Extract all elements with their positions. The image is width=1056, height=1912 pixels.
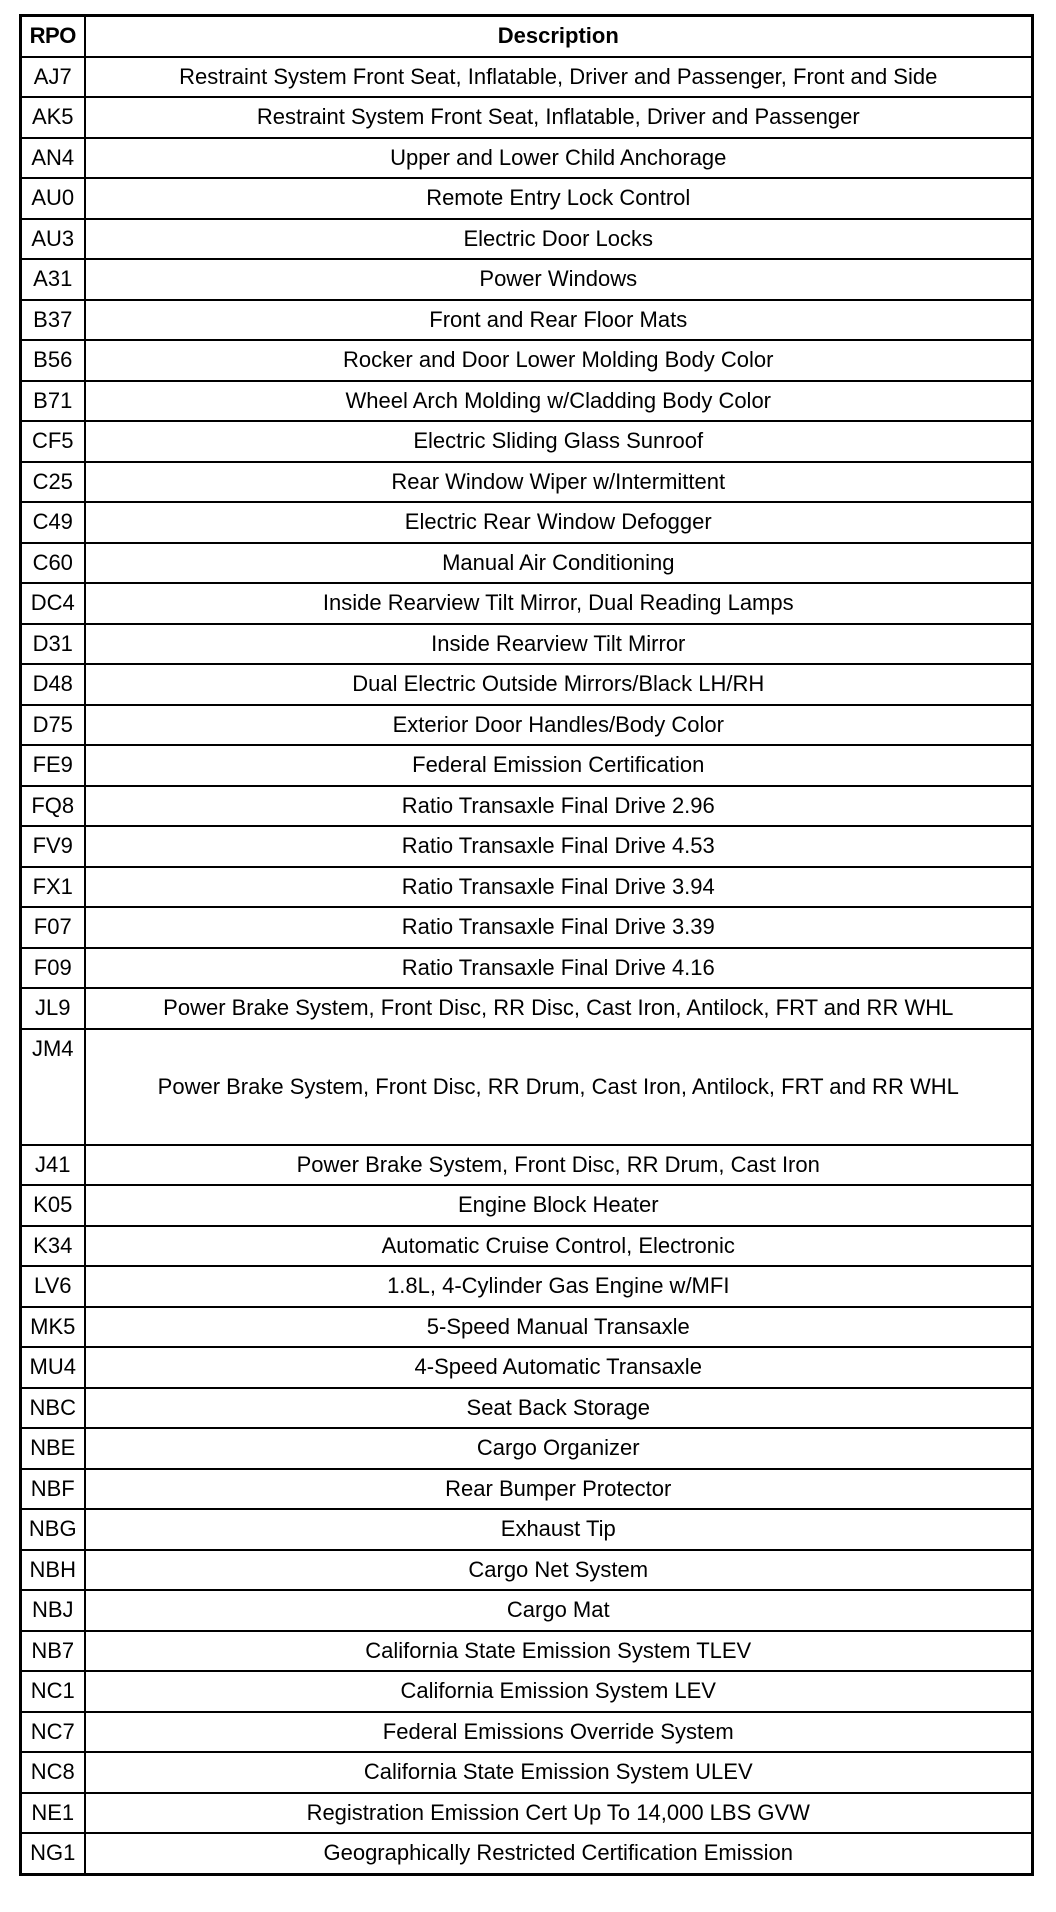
rpo-code-cell: FQ8	[21, 786, 85, 827]
rpo-code-cell: NB7	[21, 1631, 85, 1672]
description-cell: Restraint System Front Seat, Inflatable, Driver and Passenger	[85, 97, 1033, 138]
table-row	[21, 543, 1033, 584]
rpo-code-cell: NG1	[21, 1833, 85, 1874]
description-cell: 4-Speed Automatic Transaxle	[85, 1347, 1033, 1388]
description-cell: Inside Rearview Tilt Mirror	[85, 624, 1033, 665]
rpo-code-cell: K34	[21, 1226, 85, 1267]
rpo-code-cell: AN4	[21, 138, 85, 179]
rpo-code-cell: NBE	[21, 1428, 85, 1469]
header-description: Description	[85, 16, 1033, 57]
rpo-code-cell: FX1	[21, 867, 85, 908]
rpo-code-cell: MK5	[21, 1307, 85, 1348]
table-row	[21, 300, 1033, 341]
description-cell: Ratio Transaxle Final Drive 4.53	[85, 826, 1033, 867]
table-row	[21, 1307, 1033, 1348]
table-row	[21, 1631, 1033, 1672]
rpo-code-cell: JL9	[21, 988, 85, 1029]
description-cell: Rocker and Door Lower Molding Body Color	[85, 340, 1033, 381]
description-cell: Restraint System Front Seat, Inflatable, Driver and Passenger, Front and Side	[85, 57, 1033, 98]
description-cell: 5-Speed Manual Transaxle	[85, 1307, 1033, 1348]
description-cell: Ratio Transaxle Final Drive 3.94	[85, 867, 1033, 908]
rpo-code-cell: NBC	[21, 1388, 85, 1429]
description-cell: Cargo Net System	[85, 1550, 1033, 1591]
rpo-code-cell: C60	[21, 543, 85, 584]
table-row	[21, 624, 1033, 665]
description-cell: Dual Electric Outside Mirrors/Black LH/RH	[85, 664, 1033, 705]
rpo-code-cell: A31	[21, 259, 85, 300]
table-row	[21, 1185, 1033, 1226]
description-cell: California Emission System LEV	[85, 1671, 1033, 1712]
rpo-code-cell: NC1	[21, 1671, 85, 1712]
rpo-code-cell: F07	[21, 907, 85, 948]
rpo-code-cell: CF5	[21, 421, 85, 462]
description-cell: Federal Emissions Override System	[85, 1712, 1033, 1753]
description-cell: Geographically Restricted Certification Emission	[85, 1833, 1033, 1874]
rpo-code-cell: NBG	[21, 1509, 85, 1550]
rpo-code-cell: B37	[21, 300, 85, 341]
description-cell: Power Windows	[85, 259, 1033, 300]
table-row	[21, 1671, 1033, 1712]
table-row	[21, 1833, 1033, 1874]
rpo-code-cell: C25	[21, 462, 85, 503]
rpo-code-cell: NBJ	[21, 1590, 85, 1631]
description-cell: Federal Emission Certification	[85, 745, 1033, 786]
description-cell: Power Brake System, Front Disc, RR Drum, Cast Iron	[85, 1145, 1033, 1186]
rpo-code-cell: AU0	[21, 178, 85, 219]
table-row	[21, 340, 1033, 381]
rpo-code-cell: NC7	[21, 1712, 85, 1753]
description-cell: Ratio Transaxle Final Drive 3.39	[85, 907, 1033, 948]
description-cell: Power Brake System, Front Disc, RR Drum, Cast Iron, Antilock, FRT and RR WHL	[85, 1029, 1033, 1145]
table-row	[21, 259, 1033, 300]
table-row	[21, 664, 1033, 705]
table-row	[21, 786, 1033, 827]
rpo-code-cell: MU4	[21, 1347, 85, 1388]
table-row	[21, 1226, 1033, 1267]
table-row	[21, 97, 1033, 138]
table-row	[21, 907, 1033, 948]
description-cell: Power Brake System, Front Disc, RR Disc, Cast Iron, Antilock, FRT and RR WHL	[85, 988, 1033, 1029]
description-cell: Electric Sliding Glass Sunroof	[85, 421, 1033, 462]
table-header-row	[21, 16, 1033, 57]
table-row	[21, 381, 1033, 422]
description-cell: Automatic Cruise Control, Electronic	[85, 1226, 1033, 1267]
rpo-code-cell: D75	[21, 705, 85, 746]
description-cell: Engine Block Heater	[85, 1185, 1033, 1226]
description-cell: Cargo Organizer	[85, 1428, 1033, 1469]
rpo-code-cell: D48	[21, 664, 85, 705]
description-cell: Rear Window Wiper w/Intermittent	[85, 462, 1033, 503]
rpo-code-cell: NBF	[21, 1469, 85, 1510]
description-cell: Front and Rear Floor Mats	[85, 300, 1033, 341]
table-row	[21, 178, 1033, 219]
rpo-code-cell: JM4	[21, 1029, 85, 1145]
table-body	[21, 57, 1033, 1875]
rpo-code-cell: D31	[21, 624, 85, 665]
table-row	[21, 583, 1033, 624]
table-row	[21, 421, 1033, 462]
table-row	[21, 948, 1033, 989]
description-cell: 1.8L, 4-Cylinder Gas Engine w/MFI	[85, 1266, 1033, 1307]
rpo-code-cell: NE1	[21, 1793, 85, 1834]
description-cell: Cargo Mat	[85, 1590, 1033, 1631]
table-row	[21, 138, 1033, 179]
rpo-code-cell: F09	[21, 948, 85, 989]
table-row	[21, 1145, 1033, 1186]
description-cell: Exhaust Tip	[85, 1509, 1033, 1550]
table-row	[21, 219, 1033, 260]
description-cell: Ratio Transaxle Final Drive 2.96	[85, 786, 1033, 827]
table-row	[21, 826, 1033, 867]
description-cell: Manual Air Conditioning	[85, 543, 1033, 584]
rpo-code-cell: NC8	[21, 1752, 85, 1793]
rpo-code-cell: FE9	[21, 745, 85, 786]
description-cell: Electric Rear Window Defogger	[85, 502, 1033, 543]
rpo-code-cell: C49	[21, 502, 85, 543]
table-row	[21, 1590, 1033, 1631]
table-row	[21, 57, 1033, 98]
table-row	[21, 1793, 1033, 1834]
rpo-code-cell: DC4	[21, 583, 85, 624]
table-row	[21, 705, 1033, 746]
description-cell: Remote Entry Lock Control	[85, 178, 1033, 219]
rpo-code-cell: AJ7	[21, 57, 85, 98]
description-cell: Exterior Door Handles/Body Color	[85, 705, 1033, 746]
table-row	[21, 1469, 1033, 1510]
rpo-code-cell: NBH	[21, 1550, 85, 1591]
rpo-code-cell: B71	[21, 381, 85, 422]
rpo-code-cell: K05	[21, 1185, 85, 1226]
table-row	[21, 745, 1033, 786]
table-row	[21, 1428, 1033, 1469]
description-cell: Registration Emission Cert Up To 14,000 LBS GVW	[85, 1793, 1033, 1834]
table-row	[21, 1266, 1033, 1307]
rpo-code-cell: FV9	[21, 826, 85, 867]
table-row	[21, 1347, 1033, 1388]
table-row	[21, 462, 1033, 503]
table-row	[21, 1029, 1033, 1145]
description-cell: Seat Back Storage	[85, 1388, 1033, 1429]
description-cell: California State Emission System TLEV	[85, 1631, 1033, 1672]
table-row	[21, 867, 1033, 908]
table-row	[21, 1752, 1033, 1793]
description-cell: Upper and Lower Child Anchorage	[85, 138, 1033, 179]
description-cell: California State Emission System ULEV	[85, 1752, 1033, 1793]
header-rpo: RPO	[21, 16, 85, 57]
description-cell: Electric Door Locks	[85, 219, 1033, 260]
table-row	[21, 1550, 1033, 1591]
description-cell: Wheel Arch Molding w/Cladding Body Color	[85, 381, 1033, 422]
rpo-code-cell: J41	[21, 1145, 85, 1186]
table-row	[21, 502, 1033, 543]
description-cell: Inside Rearview Tilt Mirror, Dual Reading Lamps	[85, 583, 1033, 624]
table-row	[21, 988, 1033, 1029]
description-cell: Rear Bumper Protector	[85, 1469, 1033, 1510]
rpo-code-cell: AK5	[21, 97, 85, 138]
table-row	[21, 1509, 1033, 1550]
table-row	[21, 1388, 1033, 1429]
rpo-table	[19, 14, 1034, 1876]
description-cell: Ratio Transaxle Final Drive 4.16	[85, 948, 1033, 989]
table-row	[21, 1712, 1033, 1753]
rpo-code-cell: AU3	[21, 219, 85, 260]
rpo-code-cell: LV6	[21, 1266, 85, 1307]
rpo-code-cell: B56	[21, 340, 85, 381]
